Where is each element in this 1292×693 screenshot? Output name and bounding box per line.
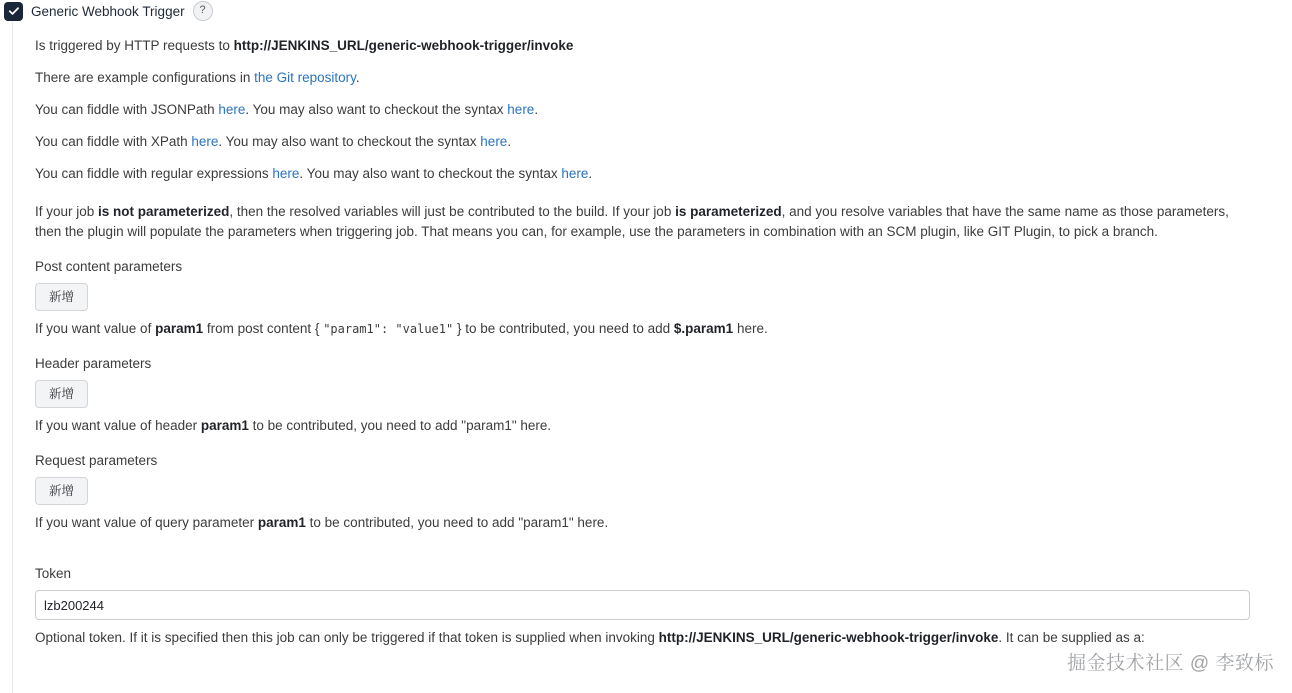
examples-line <box>35 62 1292 94</box>
parameterized-note-part2: , then the resolved variables will just be contributed to the build. If your job <box>229 204 676 219</box>
jsonpath-middle: . You may also want to checkout the syntax <box>245 102 508 117</box>
token-hint-url: http://JENKINS_URL/generic-webhook-trigger/invoke <box>658 630 999 645</box>
trigger-body <box>12 22 1292 693</box>
header-hint-part2: to be contributed, you need to add "param1" here. <box>248 418 552 433</box>
jsonpath-suffix: . <box>534 102 539 117</box>
examples-prefix: There are example configurations in <box>35 70 255 85</box>
xpath-line <box>35 126 1292 158</box>
xpath-suffix: . <box>507 134 512 149</box>
request-hint-part2: to be contributed, you need to add "param1" here. <box>305 515 609 530</box>
add-request-parameter-button[interactable]: 新增 <box>35 477 88 505</box>
request-hint-part1: If you want value of query parameter <box>35 515 258 530</box>
xpath-middle: . You may also want to checkout the syntax <box>218 134 481 149</box>
post-hint-bold2: $.param1 <box>673 321 734 336</box>
request-hint-bold1: param1 <box>257 515 306 530</box>
triggered-by-line <box>35 30 1292 62</box>
regex-syntax-link[interactable]: here <box>561 166 589 181</box>
parameterized-note-part1: If your job <box>35 204 99 219</box>
request-parameters-label: Request parameters <box>35 453 158 468</box>
header-parameters-hint <box>35 417 1292 435</box>
post-hint-part3: } to be contributed, you need to add <box>453 321 674 336</box>
post-hint-part1: If you want value of <box>35 321 156 336</box>
post-hint-bold1: param1 <box>155 321 204 336</box>
post-hint-code: "param1": "value1" <box>323 322 454 336</box>
xpath-prefix: You can fiddle with XPath <box>35 134 192 149</box>
header-parameters-section <box>35 356 1292 435</box>
post-content-parameters-label: Post content parameters <box>35 259 183 274</box>
watermark: 掘金技术社区 @ 李致标 <box>1067 653 1274 674</box>
header-parameters-label: Header parameters <box>35 356 152 371</box>
xpath-fiddle-link[interactable]: here <box>191 134 219 149</box>
jsonpath-syntax-link[interactable]: here <box>507 102 535 117</box>
parameterized-note-part3: , and you resolve variables that have the same name as those parameters, then the plugin will populate the parameters when triggering job. That means you can, for example, use the parameters in combination with an SCM plugin, like GIT Plugin, to pick a branch. <box>35 204 1229 239</box>
token-section <box>35 566 1292 647</box>
post-content-parameters-section <box>35 259 1292 338</box>
post-content-parameters-hint <box>35 320 1292 338</box>
token-input[interactable] <box>35 590 1250 620</box>
regex-middle: . You may also want to checkout the syntax <box>299 166 562 181</box>
token-hint <box>35 629 1292 647</box>
trigger-header-row <box>0 0 1292 22</box>
parameterized-note-bold2: is parameterized <box>675 204 782 219</box>
post-hint-part4: here. <box>733 321 768 336</box>
token-hint-part1: Optional token. If it is specified then this job can only be triggered if that token is supplied when invoking <box>35 630 659 645</box>
generic-webhook-trigger-checkbox[interactable] <box>4 2 23 21</box>
triggered-by-prefix: Is triggered by HTTP requests to <box>35 38 234 53</box>
examples-suffix: . <box>355 70 360 85</box>
help-icon[interactable]: ? <box>193 1 213 21</box>
trigger-title: Generic Webhook Trigger <box>31 3 185 19</box>
jsonpath-line <box>35 94 1292 126</box>
regex-line <box>35 158 1292 190</box>
parameterized-note <box>35 202 1250 241</box>
add-header-parameter-button[interactable]: 新增 <box>35 380 88 408</box>
add-post-content-parameter-button[interactable]: 新增 <box>35 283 88 311</box>
request-parameters-section <box>35 453 1292 532</box>
git-repository-link[interactable]: the Git repository <box>254 70 356 85</box>
header-hint-bold1: param1 <box>200 418 249 433</box>
request-parameters-hint <box>35 514 1292 532</box>
parameterized-note-bold1: is not parameterized <box>98 204 230 219</box>
invoke-url: http://JENKINS_URL/generic-webhook-trigger/invoke <box>233 38 574 53</box>
regex-suffix: . <box>588 166 593 181</box>
regex-fiddle-link[interactable]: here <box>272 166 300 181</box>
post-hint-part2: from post content { <box>203 321 324 336</box>
jsonpath-fiddle-link[interactable]: here <box>218 102 246 117</box>
regex-prefix: You can fiddle with regular expressions <box>35 166 273 181</box>
jsonpath-prefix: You can fiddle with JSONPath <box>35 102 219 117</box>
token-label: Token <box>35 566 72 581</box>
token-hint-part2: . It can be supplied as a: <box>998 630 1145 645</box>
header-hint-part1: If you want value of header <box>35 418 201 433</box>
xpath-syntax-link[interactable]: here <box>480 134 508 149</box>
